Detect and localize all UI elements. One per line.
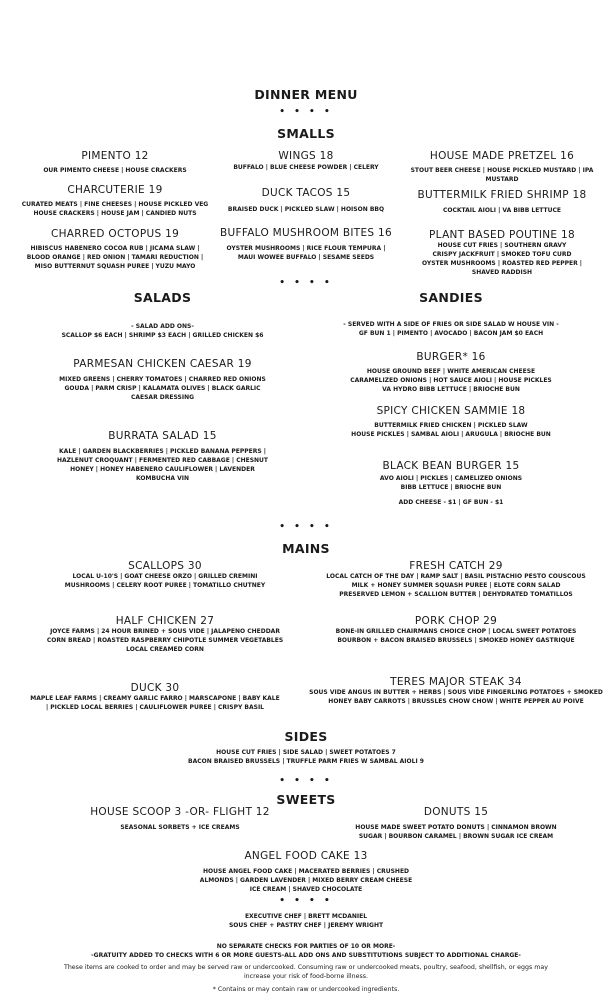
menu-item (306, 405, 596, 439)
menu-item (0, 228, 230, 271)
menu-item (392, 229, 612, 277)
item-desc: JOYCE FARMS | 24 HOUR BRINED + SOUS VIDE | JALAPENO CHEDDAR (50, 628, 280, 635)
smalls-heading: SMALLS (277, 126, 335, 141)
addons-title: - SALAD ADD ONS- (131, 323, 194, 330)
item-desc: GOUDA | PARM CRISP | KALAMATA OLIVES | BLACK GARLIC (64, 385, 261, 392)
item-name: BUFFALO MUSHROOM BITES 16 (219, 227, 392, 239)
sides-list (0, 748, 612, 766)
item-desc: HOUSE CRACKERS | HOUSE JAM | CANDIED NUTS (33, 210, 197, 217)
item-desc: CRISPY JACKFRUIT | SMOKED TOFU CURD (432, 251, 572, 258)
item-name: DONUTS 15 (423, 806, 489, 818)
item-desc: CORN BREAD | ROASTED RASPBERRY CHIPOTLE SUMMER VEGETABLES (46, 637, 284, 644)
divider-dots-2: • • • • (279, 278, 333, 288)
item-desc: LOCAL CATCH OF THE DAY | RAMP SALT | BASIL PISTACHIO PESTO COUSCOUS (326, 573, 586, 580)
item-name: BURGER* 16 (416, 351, 486, 363)
policies (0, 942, 612, 960)
policy-line: NO SEPARATE CHECKS FOR PARTIES OF 10 OR MORE- (216, 943, 396, 950)
sides-line: BACON BRAISED BRUSSELS | TRUFFLE PARM FRIES W SAMBAL AIOLI 9 (188, 758, 424, 765)
item-desc: BLOOD ORANGE | RED ONION | TAMARI REDUCTION | (26, 254, 204, 261)
item-name: SCALLOPS 30 (128, 560, 202, 572)
item-desc: SHAVED RADDISH (471, 269, 533, 276)
note-line: GF BUN 1 | PIMENTO | AVOCADO | BACON JAM $0 EACH (358, 330, 544, 337)
item-desc: MILK + HONEY SUMMER SQUASH PUREE | ELOTE CORN SALAD (351, 582, 561, 589)
menu-item (392, 150, 612, 184)
item-desc: LOCAL U-10'S | GOAT CHEESE ORZO | GRILLED CREMINI (72, 573, 258, 580)
item-desc: COCKTAIL AIOLI | VA BIBB LETTUCE (442, 207, 561, 214)
item-desc: LOCAL CREAMED CORN (126, 646, 204, 653)
item-desc: HIBISCUS HABENERO COCOA RUB | JICAMA SLAW | (30, 245, 200, 252)
staff-line: SOUS CHEF + PASTRY CHEF | JEREMY WRIGHT (228, 922, 384, 929)
item-desc: MAPLE LEAF FARMS | CREAMY GARLIC FARRO | MARSCAPONE | BABY KALE (30, 695, 280, 702)
menu-item (306, 460, 596, 492)
item-desc: HOUSE PICKLES | SAMBAL AIOLI | ARUGULA | BRIOCHE BUN (351, 431, 551, 438)
menu-item (300, 560, 612, 599)
item-name: ANGEL FOOD CAKE 13 (244, 850, 368, 862)
item-desc: HOUSE GROUND BEEF | WHITE AMERICAN CHEESE (366, 368, 536, 375)
item-desc: HONEY BABY CARROTS | BRUSSLES CHOW CHOW | WHITE PEPPER AU POIVE (328, 698, 584, 705)
divider-dots-5: • • • • (279, 896, 333, 906)
menu-item (300, 676, 612, 706)
item-desc: SEASONAL SORBETS + ICE CREAMS (120, 824, 240, 831)
item-desc: HOUSE MADE SWEET POTATO DONUTS | CINNAMON BROWN (355, 824, 557, 831)
policy-line: -GRATUITY ADDED TO CHECKS WITH 6 OR MORE GUESTS-ALL ADD ONS AND SUBSTITUTIONS SUBJECT TO ADDITIONAL CHARGE- (91, 952, 521, 959)
item-desc: BOURBON + BACON BRAISED BRUSSELS | SMOKED HONEY GASTRIQUE (337, 637, 575, 644)
salad-addons (0, 322, 325, 340)
divider-dots-3: • • • • (279, 522, 333, 532)
item-name: HALF CHICKEN 27 (115, 615, 215, 627)
menu-item (200, 187, 412, 214)
sides-line: HOUSE CUT FRIES | SIDE SALAD | SWEET POTATOES 7 (216, 749, 396, 756)
disclaimer-line: These items are cooked to order and may be served raw or undercooked. Consuming raw or undercooked meats, poultry, seafood, shellfish, or eggs may (63, 964, 549, 971)
item-name: BLACK BEAN BURGER 15 (382, 460, 520, 472)
addons-list: SCALLOP $6 EACH | SHRIMP $3 EACH | GRILLED CHICKEN $6 (61, 332, 264, 339)
item-desc: BIBB LETTUCE | BRIOCHE BUN (400, 484, 502, 491)
menu-item (300, 615, 612, 645)
item-desc: SOUS VIDE ANGUS IN BUTTER + HERBS | SOUS VIDE FINGERLING POTATOES + SMOKED (309, 689, 603, 696)
menu-item (0, 358, 325, 402)
menu-item (300, 806, 612, 841)
menu-item (306, 351, 596, 394)
asterisk-note: * Contains or may contain raw or undercooked ingredients. (212, 986, 400, 993)
note-line: - SERVED WITH A SIDE OF FRIES OR SIDE SALAD W HOUSE VIN - (343, 321, 559, 328)
menu-item (0, 184, 230, 218)
item-desc: PRESERVED LEMON + SCALLION BUTTER | DEHYDRATED TOMATILLOS (339, 591, 573, 598)
item-desc: OUR PIMENTO CHEESE | HOUSE CRACKERS (43, 167, 187, 174)
item-name: PLANT BASED POUTINE 18 (429, 229, 575, 241)
item-desc: STOUT BEER CHEESE | HOUSE PICKLED MUSTARD | IPA (410, 167, 594, 174)
item-desc: OYSTER MUSHROOMS | ROASTED RED PEPPER | (422, 260, 582, 267)
item-desc: BUFFALO | BLUE CHEESE POWDER | CELERY (233, 164, 379, 171)
item-name: FRESH CATCH 29 (409, 560, 503, 572)
disclaimer (0, 963, 612, 981)
sweets-heading: SWEETS (276, 792, 336, 807)
item-name: DUCK TACOS 15 (261, 187, 351, 199)
menu-item (0, 850, 612, 894)
item-desc: BUTTERMILK FRIED CHICKEN | PICKLED SLAW (374, 422, 528, 429)
item-desc: MIXED GREENS | CHERRY TOMATOES | CHARRED RED ONIONS (59, 376, 266, 383)
item-name: DUCK 30 (130, 682, 180, 694)
item-desc: CAESAR DRESSING (130, 394, 195, 401)
divider-dots-4: • • • • (279, 776, 333, 786)
sandies-heading: SANDIES (419, 290, 483, 305)
item-desc: KALE | GARDEN BLACKBERRIES | PICKLED BANANA PEPPERS | (59, 448, 266, 455)
item-name: TERES MAJOR STEAK 34 (390, 676, 522, 688)
item-name: WINGS 18 (278, 150, 334, 162)
item-name: PIMENTO 12 (81, 150, 149, 162)
item-desc: | PICKLED LOCAL BERRIES | CAULIFLOWER PUREE | CRISPY BASIL (45, 704, 265, 711)
menu-item (200, 150, 412, 172)
item-name: HOUSE SCOOP 3 -OR- FLIGHT 12 (90, 806, 270, 818)
salads-heading: SALADS (133, 290, 192, 305)
menu-item (0, 560, 330, 590)
item-name: BURRATA SALAD 15 (108, 430, 217, 442)
item-desc: MAUI WOWEE BUFFALO | SESAME SEEDS (237, 254, 375, 261)
mains-heading: MAINS (282, 541, 330, 556)
item-name: PORK CHOP 29 (414, 615, 498, 627)
divider-dots-1: • • • • (279, 107, 333, 117)
item-desc: CARAMELIZED ONIONS | HOT SAUCE AIOLI | HOUSE PICKLES (350, 377, 552, 384)
item-name: SPICY CHICKEN SAMMIE 18 (376, 405, 526, 417)
item-desc: HONEY | HONEY HABENERO CAULIFLOWER | LAVENDER (70, 466, 255, 473)
item-desc: VA HYDRO BIBB LETTUCE | BRIOCHE BUN (382, 386, 520, 393)
item-desc: ALMONDS | GARDEN LAVENDER | MIXED BERRY CREAM CHEESE (199, 877, 413, 884)
menu-item (0, 430, 325, 483)
item-desc: BONE-IN GRILLED CHAIRMANS CHOICE CHOP | LOCAL SWEET POTATOES (335, 628, 577, 635)
item-desc: HOUSE CUT FRIES | SOUTHERN GRAVY (437, 242, 567, 249)
item-desc: MISO BUTTERNUT SQUASH PUREE | YUZU MAYO (34, 263, 196, 270)
staff-credits (0, 912, 612, 930)
menu-item (0, 682, 310, 712)
disclaimer-line: increase your risk of food-borne illness. (243, 973, 369, 980)
item-desc: MUSHROOMS | CELERY ROOT PUREE | TOMATILLO CHUTNEY (64, 582, 266, 589)
item-desc: ICE CREAM | SHAVED CHOCOLATE (249, 886, 363, 893)
menu-item (0, 615, 330, 654)
sandies-note (306, 320, 596, 338)
item-desc: BRAISED DUCK | PICKLED SLAW | HOISON BBQ (227, 206, 385, 213)
item-desc: MUSTARD (485, 176, 519, 183)
item-name: CHARRED OCTOPUS 19 (50, 228, 180, 240)
sides-heading: SIDES (284, 729, 328, 744)
sandies-addon: ADD CHEESE - $1 | GF BUN - $1 (398, 499, 504, 506)
menu-title: DINNER MENU (254, 87, 358, 102)
item-desc: KOMBUCHA VIN (136, 475, 189, 482)
item-name: PARMESAN CHICKEN CAESAR 19 (73, 358, 252, 370)
menu-item (392, 189, 612, 215)
item-desc: HAZLENUT CROQUANT | FERMENTED RED CABBAGE | CHESNUT (56, 457, 269, 464)
menu-item (200, 227, 412, 262)
item-desc: HOUSE ANGEL FOOD CAKE | MACERATED BERRIES | CRUSHED (202, 868, 410, 875)
item-name: CHARCUTERIE 19 (67, 184, 163, 196)
menu-item (0, 150, 230, 175)
item-desc: OYSTER MUSHROOMS | RICE FLOUR TEMPURA | (226, 245, 386, 252)
item-name: BUTTERMILK FRIED SHRIMP 18 (417, 189, 587, 201)
item-desc: AVO AIOLI | PICKLES | CAMELIZED ONIONS (379, 475, 523, 482)
item-name: HOUSE MADE PRETZEL 16 (429, 150, 575, 162)
item-desc: CURATED MEATS | FINE CHEESES | HOUSE PICKLED VEG (21, 201, 209, 208)
item-desc: SUGAR | BOURBON CARAMEL | BROWN SUGAR ICE CREAM (358, 833, 554, 840)
staff-line: EXECUTIVE CHEF | BRETT MCDANIEL (244, 913, 368, 920)
